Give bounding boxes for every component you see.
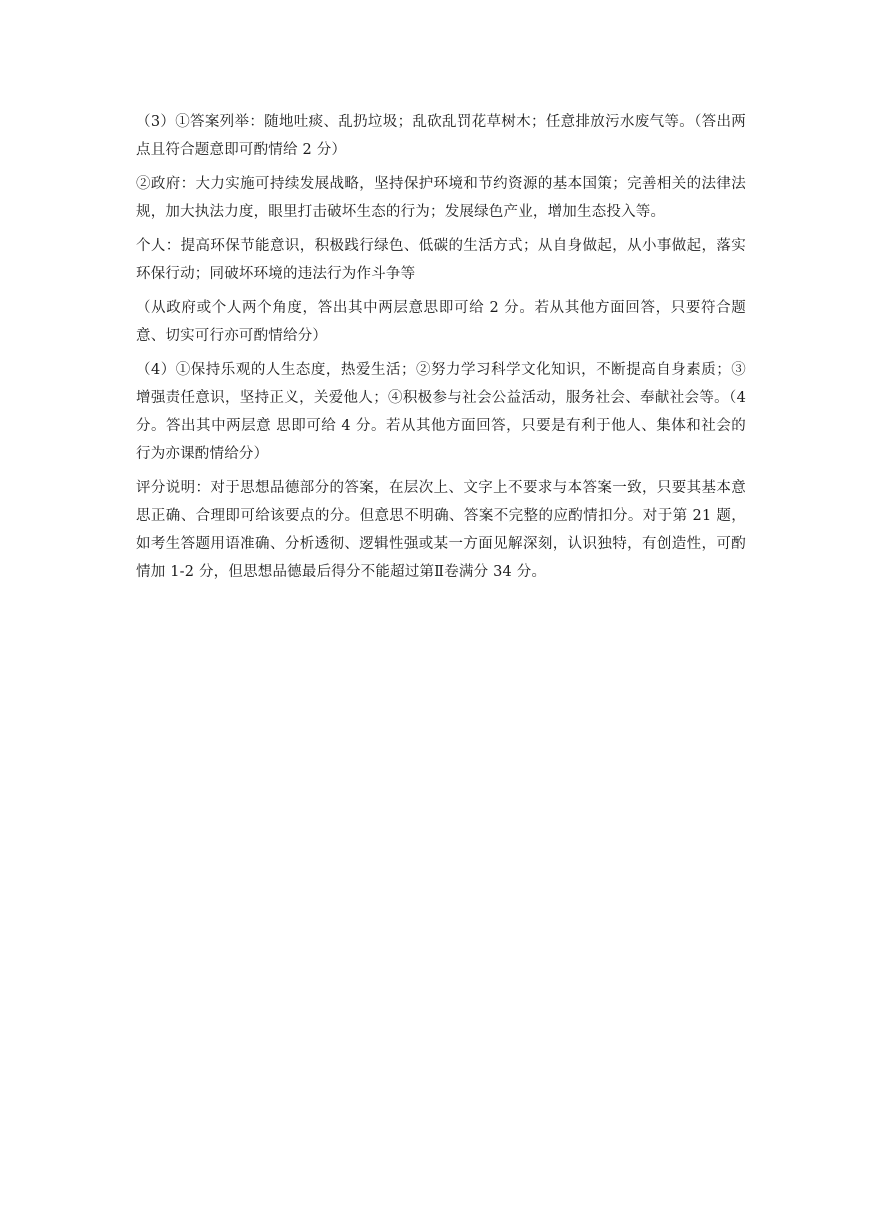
answer-text-block: [136, 108, 746, 592]
paragraph-individual: 个人：提高环保节能意识，积极践行绿色、低碳的生活方式；从自身做起，从小事做起，落实环保行动；同破坏环境的违法行为作斗争等: [136, 238, 746, 282]
paragraph-scoring-explanation: 评分说明：对于思想品德部分的答案，在层次上、文字上不要求与本答案一致，只要其基本意思正确、合理即可给该要点的分。但意思不明确、答案不完整的应酌情扣分。对于第 21 题，如考生答题用语准确、分析透彻、逻辑性强或某一方面见解深刻，认识独特，有创造性，可酌情加 1-2 分，但思想品德最后得分不能超过第Ⅱ卷满分 34 分。: [136, 480, 746, 580]
paragraph-q3-examples: （3）①答案列举：随地吐痰、乱扔垃圾；乱砍乱罚花草树木；任意排放污水废气等。（答出两点且符合题意即可酌情给 2 分）: [136, 114, 746, 158]
paragraph-q4: （4）①保持乐观的人生态度，热爱生活；②努力学习科学文化知识，不断提高自身素质；③增强责任意识，坚持正义，关爱他人；④积极参与社会公益活动，服务社会、奉献社会等。（4 分。答出其中两层意 思即可给 4 分。若从其他方面回答，只要是有利于他人、集体和社会的行为亦课酌情给分）: [136, 362, 746, 462]
paragraph-government: ②政府：大力实施可持续发展战略，坚持保护环境和节约资源的基本国策；完善相关的法律法规，加大执法力度，眼里打击破坏生态的行为；发展绿色产业，增加生态投入等。: [136, 176, 746, 220]
paragraph-q3-scoring-note: （从政府或个人两个角度，答出其中两层意思即可给 2 分。若从其他方面回答，只要符合题意、切实可行亦可酌情给分）: [136, 300, 746, 344]
